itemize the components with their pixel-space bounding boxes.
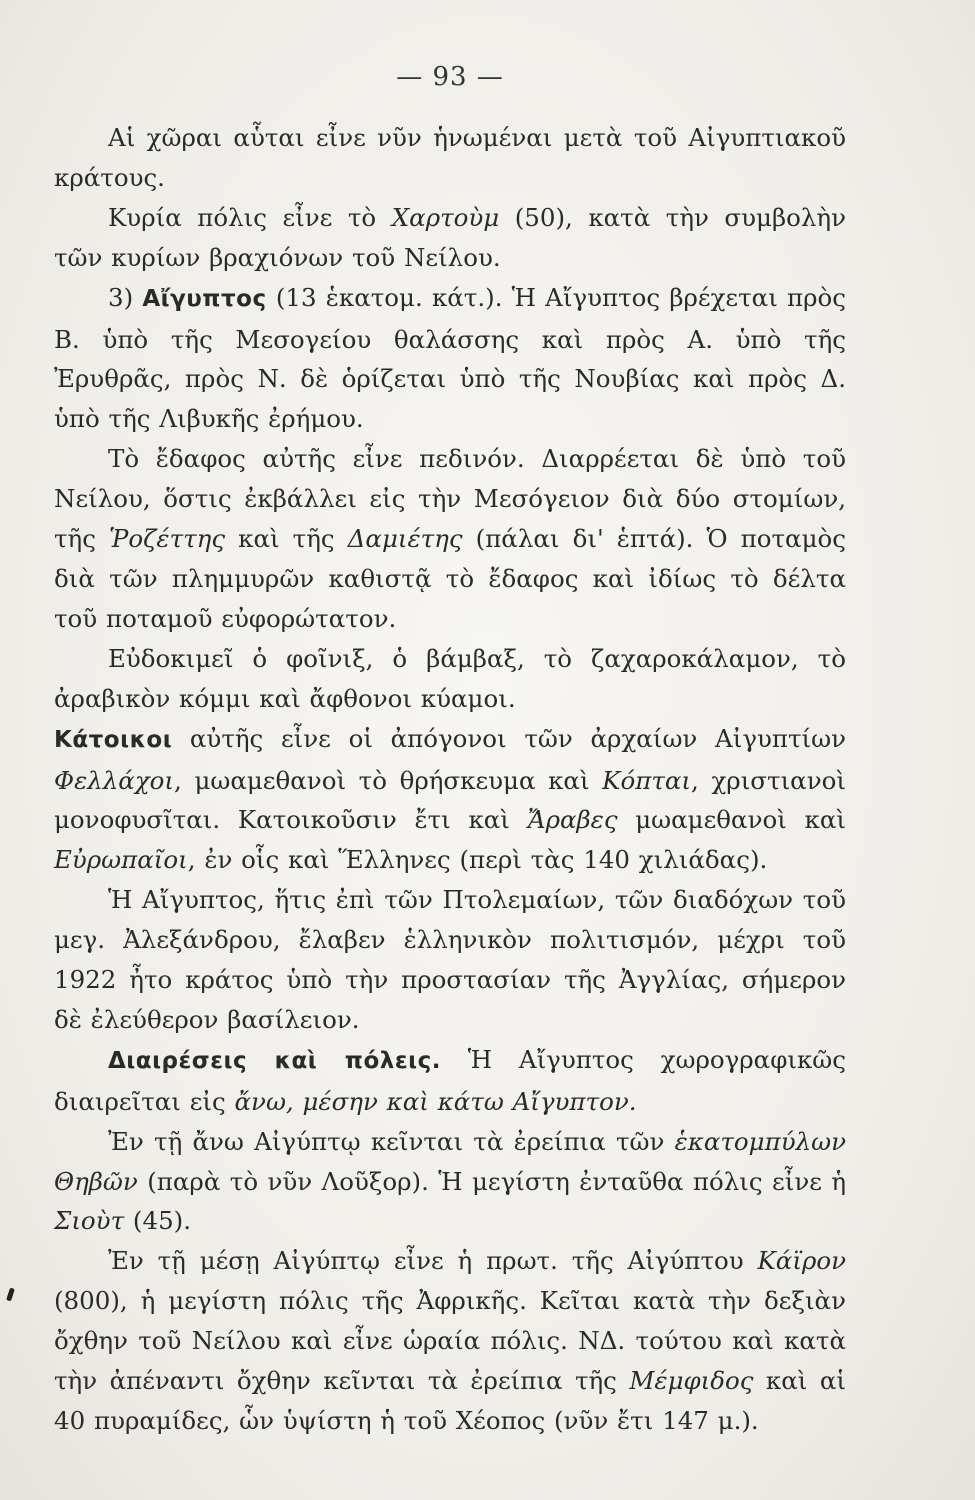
paragraph (54, 439, 846, 639)
bold-heading: Αἴγυπτος (142, 285, 267, 312)
paragraph (54, 1241, 846, 1441)
body-text (54, 118, 846, 1441)
paragraph (54, 278, 846, 440)
paragraph (54, 1122, 846, 1242)
italic-term: Ῥοζέττης (109, 524, 226, 554)
paragraph (54, 639, 846, 719)
italic-term: Ἄραβες (527, 805, 618, 835)
italic-term: Εὐρωπαῖοι (54, 845, 188, 875)
text-run: Ἡ Αἴγυπτος, ἥτις ἐπὶ τῶν Πτολεμαίων, τῶν διαδόχων τοῦ μεγ. Ἀλεξάνδρου, ἔλαβεν ἑλληνικὸν πολιτισμόν, μέχρι τοῦ 1922 ἦτο κράτος ὑπὸ τὴν προστασίαν τῆς Ἀγγλίας, σήμερον δὲ ἐλεύθερον βασίλειον. (54, 885, 846, 1034)
text-run: Κυρία πόλις εἶνε τὸ (108, 202, 392, 232)
text-run: (50), κατὰ τὴν συμβολὴν τῶν κυρίων βραχιόνων τοῦ Νείλου. (54, 202, 846, 272)
paragraph (54, 719, 846, 881)
text-run: Ἡ Αἴγυπτος χωρογραφικῶς διαιρεῖται εἰς (54, 1044, 846, 1116)
text-run: Ἐν τῇ ἄνω Αἰγύπτῳ κεῖνται τὰ ἐρείπια τῶν (108, 1126, 675, 1156)
paragraph (54, 880, 846, 1040)
italic-term: Μέμφιδος (629, 1366, 754, 1396)
italic-term: Κάϊρον (757, 1246, 846, 1276)
italic-term: Φελλάχοι (54, 765, 175, 795)
text-run: (800), ἡ μεγίστη πόλις τῆς Ἀφρικῆς. Κεῖται κατὰ τὴν δεξιὰν ὄχθην τοῦ Νείλου καὶ εἶνε ὡραία πόλις. ΝΔ. τούτου καὶ κατὰ τὴν ἀπέναντι ὄχθην κεῖνται τὰ ἐρείπια τῆς (54, 1286, 846, 1396)
text-run: (45). (124, 1206, 192, 1236)
text-run: , χριστιανοὶ μονοφυσῖται. Κατοικοῦσιν ἔτι καὶ (54, 765, 846, 835)
bold-heading: Κάτοικοι (54, 726, 173, 753)
italic-term: Σιοὺτ (54, 1206, 125, 1236)
text-run: μωαμεθανοὶ καὶ (617, 805, 846, 835)
text-run: (13 ἑκατομ. κάτ.). Ἡ Αἴγυπτος βρέχεται πρὸς Β. ὑπὸ τῆς Μεσογείου θαλάσσης καὶ πρὸς Α. ὑπὸ τῆς Ἐρυθρᾶς, πρὸς Ν. δὲ ὁρίζεται ὑπὸ τῆς Νουβίας καὶ πρὸς Δ. ὑπὸ τῆς Λιβυκῆς ἐρήμου. (54, 282, 846, 434)
text-run: (παρὰ τὸ νῦν Λοῦξορ). Ἡ μεγίστη ἐνταῦθα πόλις εἶνε ἡ (137, 1166, 846, 1196)
page-number: — 93 — (396, 62, 504, 92)
paragraph (54, 118, 846, 198)
italic-term: ἑκατομπύλων Θηβῶν (54, 1126, 846, 1196)
text-run: , ἐν οἷς καὶ Ἕλληνες (περὶ τὰς 140 χιλιάδας). (187, 845, 768, 875)
text-run: (πάλαι δι' ἑπτά). Ὁ ποταμὸς διὰ τῶν πλημμυρῶν καθιστᾷ τὸ ἔδαφος καὶ ἰδίως τὸ δέλτα τοῦ ποταμοῦ εὐφορώτατον. (54, 524, 846, 633)
italic-term: Χαρτοὺμ (391, 202, 500, 232)
italic-term: Δαμιέτης (347, 524, 463, 554)
text-run: Εὐδοκιμεῖ ὁ φοῖνιξ, ὁ βάμβαξ, τὸ ζαχαροκάλαμον, τὸ ἀραβικὸν κόμμι καὶ ἄφθονοι κύαμοι. (54, 643, 846, 713)
italic-term: Κόπται (602, 765, 692, 795)
text-run: , μωαμεθανοὶ τὸ θρήσκευμα καὶ (174, 765, 603, 795)
text-run: αὐτῆς εἶνε οἱ ἀπόγονοι τῶν ἀρχαίων Αἰγυπτίων (172, 723, 846, 753)
text-run: καὶ τῆς (225, 524, 348, 554)
margin-ink-mark (6, 1288, 15, 1302)
text-run: Τὸ ἔδαφος αὐτῆς εἶνε πεδινόν. Διαρρέεται δὲ ὑπὸ τοῦ Νείλου, ὅστις ἐκβάλλει εἰς τὴν Μεσόγειον διὰ δύο στομίων, τῆς (54, 444, 846, 554)
bold-heading: Διαιρέσεις καὶ πόλεις. (108, 1047, 441, 1074)
paragraph (54, 198, 846, 278)
paragraph (54, 1040, 846, 1122)
text-run: Ἐν τῇ μέσῃ Αἰγύπτῳ εἶνε ἡ πρωτ. τῆς Αἰγύπτου (108, 1246, 758, 1276)
italic-term: ἄνω, μέσην καὶ κάτω Αἴγυπτον. (234, 1086, 637, 1116)
text-run: 3) (108, 282, 143, 312)
text-run: καὶ αἱ 40 πυραμίδες, ὧν ὑψίστη ἡ τοῦ Χέοπος (νῦν ἔτι 147 μ.). (54, 1366, 846, 1435)
text-run: Αἱ χῶραι αὗται εἶνε νῦν ἡνωμέναι μετὰ τοῦ Αἰγυπτιακοῦ κράτους. (54, 123, 846, 192)
